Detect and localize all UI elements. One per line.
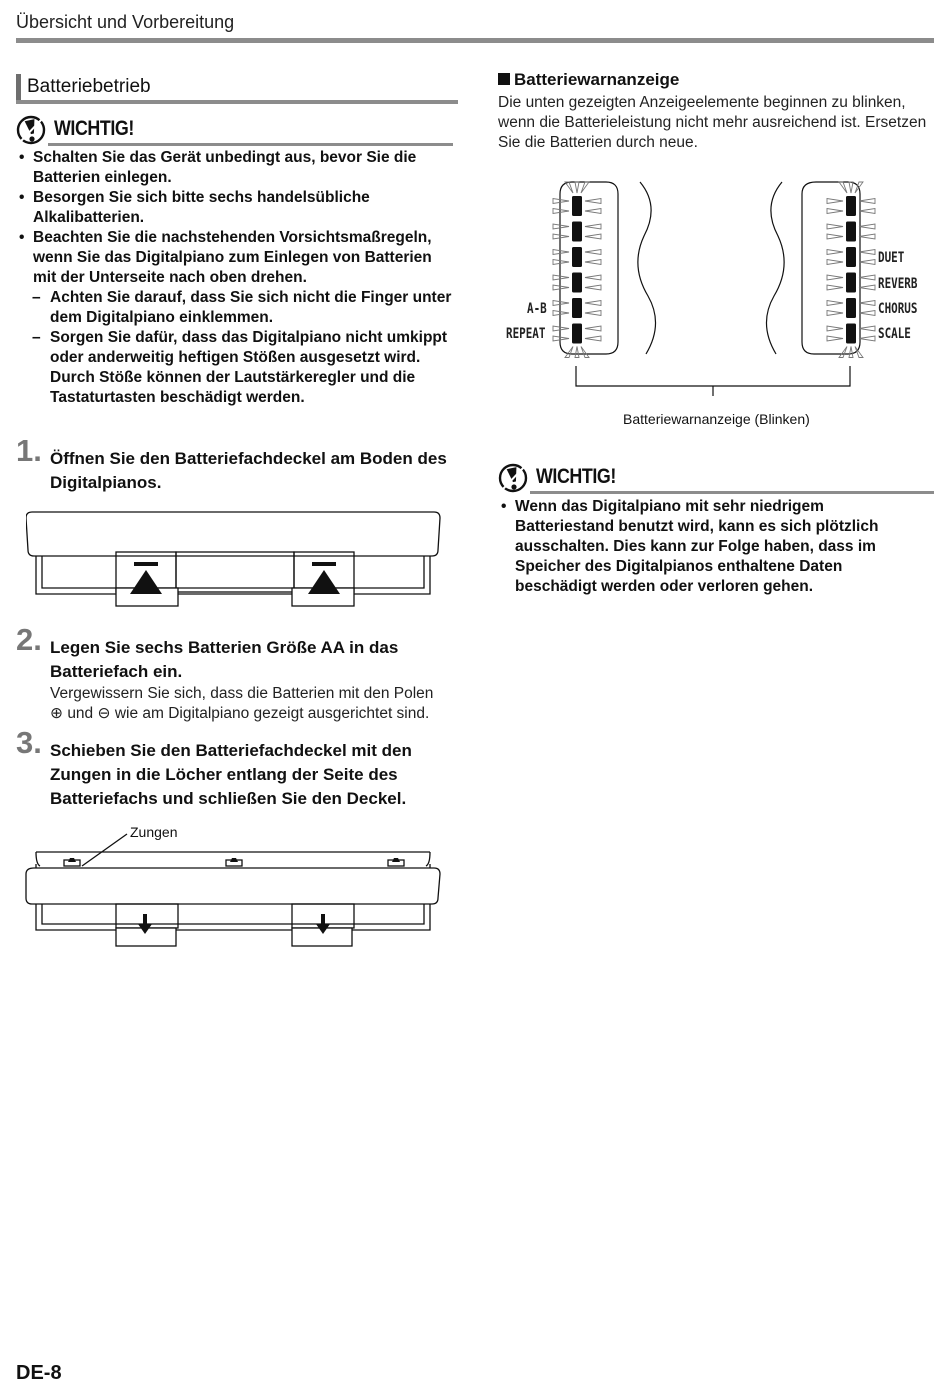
lcd-segment <box>572 247 582 267</box>
blink-ray <box>827 311 843 316</box>
blink-ray <box>849 182 853 193</box>
blink-ray <box>553 301 569 306</box>
blink-ray <box>859 234 875 239</box>
blink-ray <box>553 275 569 280</box>
step-1 <box>16 433 447 497</box>
lcd-segment <box>572 222 582 242</box>
lcd-label-reverb: REVERB <box>878 276 918 292</box>
battery-warning-title: Batteriewarnanzeige <box>514 70 680 89</box>
page-header-title: Übersicht und Vorbereitung <box>16 12 235 32</box>
blink-ray <box>859 311 875 316</box>
list-item: • Besorgen Sie sich bitte sechs handelsübliche Alkalibatterien. <box>19 189 370 226</box>
step-note-text: Vergewissern Sie sich, dass die Batterien mit den Polen <box>50 685 434 702</box>
blink-ray <box>859 250 875 255</box>
blink-ray <box>585 301 601 306</box>
blink-ray <box>827 275 843 280</box>
lcd-label-scale: SCALE <box>878 326 911 342</box>
blink-ray <box>827 301 843 306</box>
sub-list-item: – Achten Sie darauf, dass Sie sich nicht die Finger unter dem Digitalpiano einklemmen. <box>32 289 452 326</box>
blink-ray <box>585 224 601 229</box>
wichtig-label: WICHTIG! <box>54 117 134 140</box>
page-number: DE-8 <box>16 1362 62 1384</box>
lcd-segment <box>846 324 856 344</box>
lcd-segment <box>846 222 856 242</box>
step-3 <box>16 725 456 815</box>
wichtig-rule <box>530 491 934 494</box>
blink-ray <box>553 234 569 239</box>
step-2-note <box>50 684 460 724</box>
blink-ray <box>827 285 843 290</box>
step-title: Öffnen Sie den Batteriefachdeckel am Boden des Digitalpianos. <box>50 449 447 492</box>
list-item: • Schalten Sie das Gerät unbedingt aus, bevor Sie die Batterien einlegen. <box>19 149 417 186</box>
lcd-label-ab: A-B <box>527 301 547 317</box>
blink-ray <box>585 260 601 265</box>
lcd-segment <box>846 298 856 318</box>
lcd-caption: Batteriewarnanzeige (Blinken) <box>623 411 810 427</box>
lcd-label-duet: DUET <box>878 250 905 266</box>
blink-ray <box>839 182 847 193</box>
wichtig-label: WICHTIG! <box>536 465 616 488</box>
lcd-segment <box>846 196 856 216</box>
list-item: • Beachten Sie die nachstehenden Vorsichtsmaßregeln, wenn Sie das Digitalpiano zum Einlegen von Batterien mit der Unterseite nach oben drehen. <box>19 229 432 286</box>
blink-ray <box>827 336 843 341</box>
plus-pole-icon: ⊕ <box>50 705 63 722</box>
blink-ray <box>585 285 601 290</box>
blink-ray <box>827 234 843 239</box>
blink-ray <box>553 285 569 290</box>
step-title: Schieben Sie den Batteriefachdeckel mit den Zungen in die Löcher entlang der Seite des Batteriefachs und schließen Sie den Deckel. <box>50 741 412 808</box>
blink-ray <box>859 260 875 265</box>
blink-ray <box>575 347 579 358</box>
wichtig-list-right <box>498 497 908 597</box>
blink-ray <box>585 209 601 214</box>
blink-ray <box>827 199 843 204</box>
blink-ray <box>565 182 573 193</box>
step-title: Legen Sie sechs Batterien Größe AA in das Batteriefach ein. <box>50 638 399 681</box>
wichtig-rule <box>48 143 453 146</box>
blink-ray <box>585 250 601 255</box>
blink-ray <box>553 199 569 204</box>
blink-ray <box>827 209 843 214</box>
minus-pole-icon: ⊖ <box>97 705 111 722</box>
blink-ray <box>859 285 875 290</box>
header-rule <box>16 38 934 43</box>
blink-ray <box>859 301 875 306</box>
blink-ray <box>553 224 569 229</box>
blink-ray <box>553 209 569 214</box>
blink-ray <box>585 199 601 204</box>
blink-ray <box>585 311 601 316</box>
blink-ray <box>859 326 875 331</box>
zungen-label: Zungen <box>130 824 178 840</box>
blink-ray <box>581 182 589 193</box>
lcd-battery-warning-figure <box>520 176 900 396</box>
battery-warning-text: Die unten gezeigten Anzeigeelemente beginnen zu blinken, wenn die Batterieleistung nicht mehr ausreichend ist. Ersetzen Sie die Batterien durch neue. <box>498 94 927 151</box>
section-title-box <box>16 74 458 104</box>
caution-icon <box>16 114 48 146</box>
wichtig-heading-right <box>498 462 934 494</box>
blink-ray <box>581 347 589 358</box>
blink-ray <box>575 182 579 193</box>
list-item: • Wenn das Digitalpiano mit sehr niedrigem Batteriestand benutzt wird, kann es sich plötzlich ausschalten. Dies kann zur Folge haben, dass im Speicher des Digitalpianos enthaltene Daten beschädigt werden oder verloren gehen. <box>501 498 879 595</box>
wichtig-heading-left <box>16 114 453 146</box>
blink-ray <box>553 250 569 255</box>
lcd-label-repeat: REPEAT <box>506 326 546 342</box>
blink-ray <box>849 347 853 358</box>
blink-ray <box>859 336 875 341</box>
blink-ray <box>585 234 601 239</box>
battery-warning-heading <box>498 70 679 90</box>
blink-ray <box>553 260 569 265</box>
step-2 <box>16 622 456 686</box>
caution-icon <box>498 462 530 494</box>
lcd-segment <box>572 298 582 318</box>
blink-ray <box>553 311 569 316</box>
figure-close-battery-cover <box>24 830 444 950</box>
section-title-rule <box>16 100 458 104</box>
blink-ray <box>859 224 875 229</box>
blink-ray <box>585 336 601 341</box>
blink-ray <box>585 326 601 331</box>
blink-ray <box>565 347 573 358</box>
step-note-text: und <box>67 705 94 722</box>
section-title: Batteriebetrieb <box>27 76 151 97</box>
blink-ray <box>839 347 847 358</box>
lcd-segment <box>572 324 582 344</box>
blink-ray <box>827 260 843 265</box>
blink-ray <box>553 326 569 331</box>
blink-ray <box>585 275 601 280</box>
step-note-text: wie am Digitalpiano gezeigt ausgerichtet sind. <box>114 705 430 722</box>
blink-ray <box>827 224 843 229</box>
lcd-segment <box>846 273 856 293</box>
blink-ray <box>553 336 569 341</box>
step-number: 2. <box>16 622 42 657</box>
lcd-segment <box>572 196 582 216</box>
precaution-list <box>16 148 456 408</box>
lcd-segment <box>572 273 582 293</box>
blink-ray <box>859 199 875 204</box>
figure-open-battery-cover <box>26 508 442 612</box>
blink-ray <box>859 275 875 280</box>
lcd-label-chorus: CHORUS <box>878 301 918 317</box>
blink-ray <box>827 250 843 255</box>
lcd-right-segments <box>827 182 875 358</box>
black-square-icon <box>498 73 510 85</box>
blink-ray <box>859 209 875 214</box>
step-number: 1. <box>16 433 42 468</box>
lcd-segment <box>846 247 856 267</box>
step-number: 3. <box>16 725 42 760</box>
sub-list-item: – Sorgen Sie dafür, dass das Digitalpiano nicht umkippt oder anderweitig heftigen Stößen ausgesetzt wird. Durch Stöße können der Lautstärkeregler und die Tastaturtasten beschädigt werden. <box>32 329 448 406</box>
blink-ray <box>827 326 843 331</box>
